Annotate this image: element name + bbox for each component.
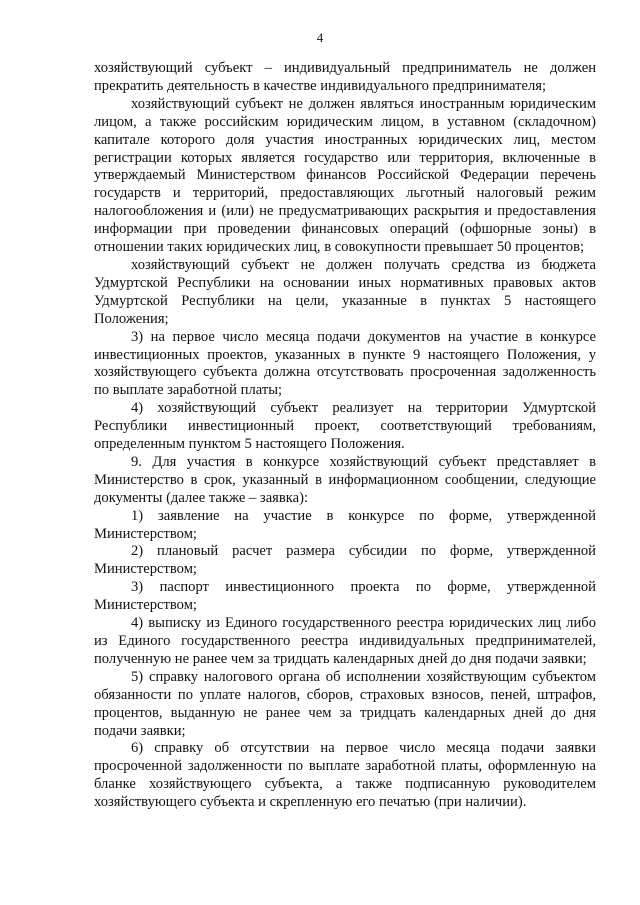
paragraph: хозяйствующий субъект – индивидуальный предприниматель не должен прекратить деятельность в качестве индивидуального предпринимателя;	[94, 60, 596, 94]
paragraph: хозяйствующий субъект не должен получать средства из бюджета Удмуртской Республики на основании иных нормативных правовых актов Удмуртской Республики на цели, указанные в пунктах 5 настоящего Положения;	[94, 256, 596, 327]
document-body	[94, 60, 596, 812]
list-item: 1) заявление на участие в конкурсе по форме, утвержденной Министерством;	[94, 507, 596, 542]
list-item: 5) справку налогового органа об исполнении хозяйствующим субъектом обязанности по уплате налогов, сборов, страховых взносов, пеней, штрафов, процентов, выданную не ранее чем за тридцать календарных дней до дня подачи заявки;	[94, 668, 596, 739]
list-item: 3) паспорт инвестиционного проекта по форме, утвержденной Министерством;	[94, 579, 596, 614]
paragraph: хозяйствующий субъект не должен являться иностранным юридическим лицом, а также российским юридическим лицом, в уставном (складочном) капитале которого доля участия иностранных юридических лиц, местом регистрации которых является государство или территория, включенные в утверждаемый Министерством финансов Российской Федерации перечень государств и территорий, предоставляющих льготный налоговый режим налогообложения и (или) не предусматривающих раскрытия и предоставления информации при проведении финансовых операций (офшорные зоны) в отношении таких юридических лиц, в совокупности превышает 50 процентов;	[94, 95, 596, 256]
list-item: 6) справку об отсутствии на первое число месяца подачи заявки просроченной задолженности по выплате заработной платы, оформленную на бланке хозяйствующего субъекта, а также подписанную руководителем хозяйствующего субъекта и скрепленную его печатью (при наличии).	[94, 740, 596, 811]
list-item: 2) плановый расчет размера субсидии по форме, утвержденной Министерством;	[94, 543, 596, 578]
page-number: 4	[316, 30, 324, 45]
paragraph: 3) на первое число месяца подачи документов на участие в конкурсе инвестиционных проектов, указанных в пункте 9 настоящего Положения, у хозяйствующего субъекта должна отсутствовать просроченная задолженность по выплате заработной платы;	[94, 328, 596, 399]
paragraph: 4) хозяйствующий субъект реализует на территории Удмуртской Республики инвестиционный проект, соответствующий требованиям, определенным пунктом 5 настоящего Положения.	[94, 400, 596, 453]
list-item: 4) выписку из Единого государственного реестра юридических лиц либо из Единого государственного реестра индивидуальных предпринимателей, полученную не ранее чем за тридцать календарных дней до дня подачи заявки;	[94, 615, 596, 667]
paragraph: 9. Для участия в конкурсе хозяйствующий субъект представляет в Министерство в срок, указанный в информационном сообщении, следующие документы (далее также – заявка):	[94, 453, 596, 506]
